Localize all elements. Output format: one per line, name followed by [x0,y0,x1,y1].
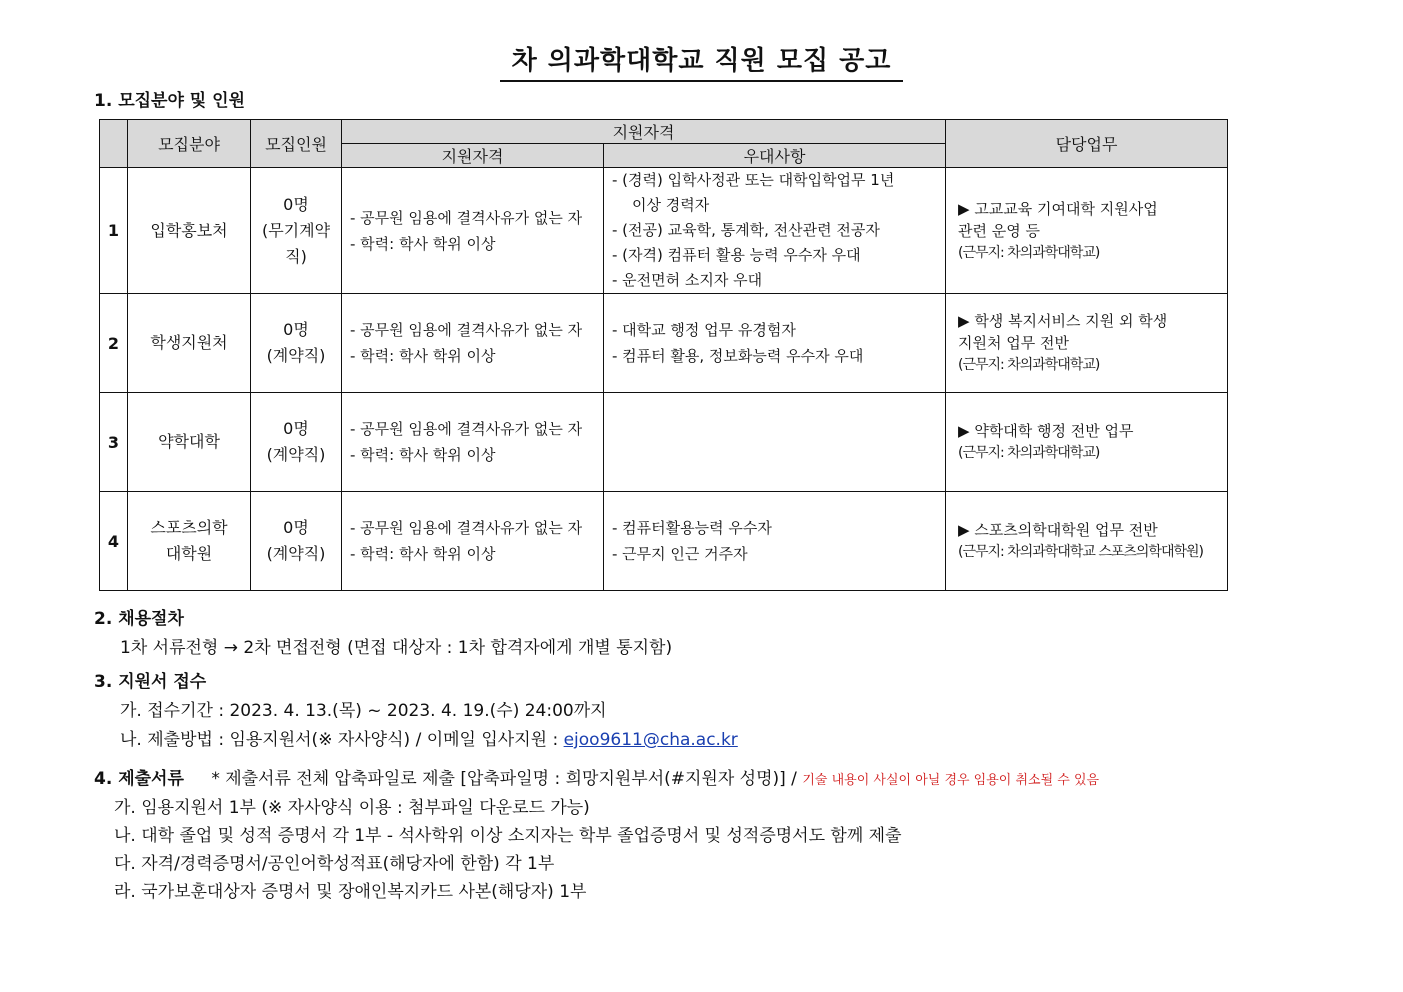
row-number: 2 [107,333,120,353]
header-number [100,120,128,168]
count-line: 0명 [283,320,309,339]
preference-cell [604,168,946,294]
field-cell [128,168,251,294]
row-number-cell [100,492,128,591]
field-cell [128,393,251,492]
qualification-line: - 학력: 학사 학위 이상 [350,347,496,365]
preference-line: - 운전면허 소지자 우대 [612,271,763,289]
duty-location-note: (근무지: 차의과학대학교) [958,244,1100,261]
duty-cell [946,492,1228,591]
section3-heading: 3. 지원서 접수 [94,672,207,692]
header-count: 모집인원 [251,120,342,168]
row-number-cell [100,393,128,492]
duty-line: ▶ 고교교육 기여대학 지원사업 [958,199,1158,218]
header-preference: 우대사항 [604,144,946,168]
preference-line: - 근무지 인근 거주자 [612,545,748,563]
field-name-line: 입학홍보처 [150,220,228,240]
document-item: 나. 대학 졸업 및 성적 증명서 각 1부 - 석사학위 이상 소지자는 학부 졸업증명서 및 성적증명서도 함께 제출 [114,826,902,846]
count-line: 직) [285,246,307,266]
table-header-row [100,120,1228,144]
duty-location-note: (근무지: 차의과학대학교) [958,357,1100,373]
page-title-text: 차 의과학대학교 직원 모집 공고 [500,46,904,82]
qualification-cell [342,168,604,294]
field-name-line: 스포츠의학 [150,518,228,537]
table-row [100,294,1228,393]
warning-text: 기술 내용이 사실이 아닐 경우 임용이 취소될 수 있음 [802,773,1100,788]
count-cell [251,393,342,492]
row-number: 1 [107,221,120,240]
preference-line: 이상 경력자 [632,196,710,214]
submission-note: * 제출서류 전체 압축파일로 제출 [압축파일명 : 희망지원부서(#지원자 성명)] / [211,769,797,789]
duty-line: ▶ 약학대학 행정 전반 업무 [958,422,1134,440]
count-line: (계약직) [266,445,326,464]
qualification-line: - 공무원 임용에 결격사유가 없는 자 [350,208,583,227]
row-number-cell [100,168,128,294]
qualification-cell [342,393,604,492]
qualification-line: - 학력: 학사 학위 이상 [350,446,496,464]
row-number-cell [100,294,128,393]
count-line: (계약직) [266,544,326,563]
duty-line: 관련 운영 등 [958,221,1041,240]
field-name-line: 학생지원처 [150,333,228,352]
qualification-cell [342,492,604,591]
field-name-line: 대학원 [165,544,213,563]
count-cell [251,168,342,294]
section4-header-line [94,764,1099,789]
header-qualification: 지원자격 [342,144,604,168]
document-item: 가. 임용지원서 1부 (※ 자사양식 이용 : 첨부파일 다운로드 가능) [114,798,590,818]
duty-cell [946,168,1228,294]
count-cell [251,294,342,393]
row-number: 4 [107,531,120,551]
application-period: 가. 접수기간 : 2023. 4. 13.(목) ~ 2023. 4. 19.(수) 24:00까지 [120,701,607,721]
header-duty: 담당업무 [946,120,1228,168]
preference-cell [604,393,946,492]
table-row [100,492,1228,591]
table-row [100,393,1228,492]
preference-line: - (자격) 컴퓨터 활용 능력 우수자 우대 [612,246,861,264]
preference-line: - (경력) 입학사정관 또는 대학입학업무 1년 [612,171,895,189]
qualification-line: - 공무원 임용에 결격사유가 없는 자 [350,519,583,537]
qualification-line: - 공무원 임용에 결격사유가 없는 자 [350,321,583,339]
duty-line: ▶ 스포츠의학대학원 업무 전반 [958,521,1158,539]
field-name-line: 약학대학 [158,432,220,451]
duty-cell [946,294,1228,393]
count-line: (무기계약 [261,220,331,240]
qualification-line: - 공무원 임용에 결격사유가 없는 자 [350,420,583,438]
preference-cell [604,294,946,393]
preference-line: - (전공) 교육학, 통계학, 전산관련 전공자 [612,221,880,239]
duty-line: 지원처 업무 전반 [958,334,1069,352]
preference-line: - 대학교 행정 업무 유경험자 [612,321,796,339]
section1-heading: 1. 모집분야 및 인원 [94,91,245,111]
recruitment-table [99,119,1228,591]
document-item: 라. 국가보훈대상자 증명서 및 장애인복지카드 사본(해당자) 1부 [114,882,587,902]
section4-heading: 4. 제출서류 [94,769,184,789]
count-line: 0명 [283,194,309,214]
header-field: 모집분야 [128,120,251,168]
duty-line: ▶ 학생 복지서비스 지원 외 학생 [958,312,1168,330]
preference-line: - 컴퓨터 활용, 정보화능력 우수자 우대 [612,347,864,365]
header-qualification-group: 지원자격 [342,120,946,144]
preference-line: - 컴퓨터활용능력 우수자 [612,519,772,537]
count-line: (계약직) [266,346,326,365]
field-cell [128,492,251,591]
duty-location-note: (근무지: 차의과학대학교 스포츠의학대학원) [958,544,1203,560]
preference-cell [604,492,946,591]
submission-method-text: 나. 제출방법 : 임용지원서(※ 자사양식) / 이메일 입사지원 : [120,730,559,750]
qualification-line: - 학력: 학사 학위 이상 [350,545,496,563]
qualification-line: - 학력: 학사 학위 이상 [350,234,496,253]
submission-method [120,725,738,750]
qualification-cell [342,294,604,393]
page-title [0,40,1403,77]
row-number: 3 [107,432,120,452]
count-line: 0명 [283,518,309,537]
document-item: 다. 자격/경력증명서/공인어학성적표(해당자에 한함) 각 1부 [114,854,555,874]
duty-cell [946,393,1228,492]
hiring-process-text: 1차 서류전형 → 2차 면접전형 (면접 대상자 : 1차 합격자에게 개별 통지함) [120,638,673,658]
email-link[interactable]: ejoo9611@cha.ac.kr [563,730,738,750]
table-row [100,168,1228,294]
count-line: 0명 [283,419,309,438]
duty-location-note: (근무지: 차의과학대학교) [958,445,1100,461]
field-cell [128,294,251,393]
count-cell [251,492,342,591]
section2-heading: 2. 채용절차 [94,609,184,629]
